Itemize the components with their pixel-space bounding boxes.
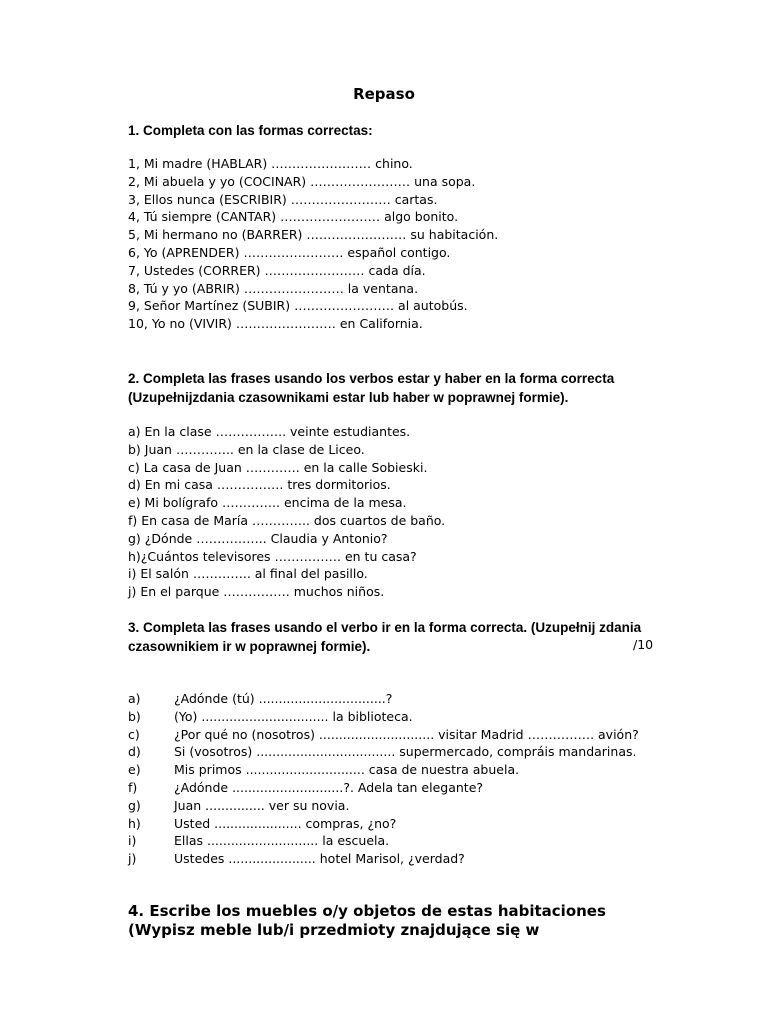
item-label: g)	[128, 797, 141, 813]
item-text: Mis primos .............................. casa de nuestra abuela.	[174, 762, 520, 778]
list-item	[128, 850, 639, 868]
item-text: Juan ............... ver su novia.	[174, 797, 350, 813]
list-item: j) En el parque ……………. muchos niños.	[128, 584, 385, 600]
list-item: c) La casa de Juan …………. en la calle Sobieski.	[128, 459, 428, 475]
section-4-heading-line-1: 4. Escribe los muebles o/y objetos de estas habitaciones	[128, 902, 606, 920]
list-item: 6, Yo (APRENDER) …………………… español contigo.	[128, 244, 451, 260]
item-text: Ellas ............................ la escuela.	[174, 833, 390, 849]
section-3-score: /10	[633, 637, 654, 652]
list-item: 5, Mi hermano no (BARRER) …………………… su habitación.	[128, 227, 499, 243]
list-item: g) ¿Dónde …………….. Claudia y Antonio?	[128, 530, 388, 546]
item-label: b)	[128, 708, 141, 724]
list-item: a) En la clase …………….. veinte estudiantes.	[128, 424, 411, 439]
item-text: Si (vosotros) ................................... supermercado, compráis mandarinas.	[174, 744, 637, 760]
list-item	[128, 708, 639, 726]
item-text: Usted ...................... compras, ¿no?	[174, 815, 397, 831]
list-item: f) En casa de María ………….. dos cuartos de baño.	[128, 512, 446, 528]
list-item: 3, Ellos nunca (ESCRIBIR) …………………… cartas.	[128, 191, 438, 207]
item-label: i)	[128, 833, 137, 849]
list-item: i) El salón ………….. al final del pasillo.	[128, 566, 368, 582]
item-text: ¿Adónde (tú) ................................?	[174, 691, 393, 706]
section-2-heading	[128, 369, 614, 407]
item-label: e)	[128, 762, 141, 778]
item-text: ¿Adónde ............................?. Adela tan elegante?	[174, 779, 484, 795]
list-item: 2, Mi abuela y yo (COCINAR) …………………… una sopa.	[128, 173, 476, 189]
item-text: (Yo) ................................ la biblioteca.	[174, 708, 413, 724]
section-3-list	[128, 690, 639, 868]
item-label: f)	[128, 779, 138, 795]
list-item	[128, 726, 639, 744]
section-4-heading-line-2: (Wypisz meble lub/i przedmioty znajdujące się w	[128, 921, 540, 939]
item-label: a)	[128, 691, 141, 706]
list-item: b) Juan ………….. en la clase de Liceo.	[128, 441, 365, 457]
list-item: h)¿Cuántos televisores ……………. en tu casa?	[128, 548, 417, 564]
list-item: 1, Mi madre (HABLAR) …………………… chino.	[128, 156, 413, 171]
item-label: h)	[128, 815, 141, 831]
list-item: 8, Tú y yo (ABRIR) …………………… la ventana.	[128, 280, 419, 296]
section-3-heading-line-2: czasownikiem ir w poprawnej formie).	[128, 639, 371, 654]
list-item	[128, 832, 639, 850]
list-item: 9, Señor Martínez (SUBIR) …………………… al autobús.	[128, 298, 468, 314]
list-item: 4, Tú siempre (CANTAR) …………………… algo bonito.	[128, 209, 459, 225]
section-2-heading-line-2: (Uzupełnijzdania czasownikami estar lub haber w poprawnej formie).	[128, 390, 569, 405]
list-item: 7, Ustedes (CORRER) …………………… cada día.	[128, 262, 426, 278]
item-text: Ustedes ...................... hotel Marisol, ¿verdad?	[174, 851, 465, 867]
section-3-heading	[128, 618, 641, 656]
section-1-list	[128, 155, 498, 333]
item-label: d)	[128, 744, 141, 760]
document-title: Repaso	[353, 85, 415, 103]
item-label: j)	[128, 851, 137, 867]
list-item	[128, 743, 639, 761]
list-item	[128, 690, 639, 708]
list-item: e) Mi bolígrafo ………….. encima de la mesa.	[128, 495, 407, 511]
section-2-heading-line-1: 2. Completa las frases usando los verbos estar y haber en la forma correcta	[128, 371, 615, 386]
section-4-heading	[128, 902, 606, 940]
list-item: d) En mi casa ……………. tres dormitorios.	[128, 477, 391, 493]
section-2-list	[128, 423, 445, 601]
list-item	[128, 761, 639, 779]
list-item	[128, 797, 639, 815]
item-text: ¿Por qué no (nosotros) ............................. visitar Madrid ……………. avión?	[174, 726, 639, 742]
section-1-heading: 1. Completa con las formas correctas:	[128, 123, 373, 138]
list-item	[128, 779, 639, 797]
list-item	[128, 815, 639, 833]
list-item: 10, Yo no (VIVIR) …………………… en California.	[128, 316, 423, 332]
item-label: c)	[128, 726, 140, 742]
section-3-heading-line-1: 3. Completa las frases usando el verbo ir en la forma correcta. (Uzupełnij zdania	[128, 620, 642, 635]
